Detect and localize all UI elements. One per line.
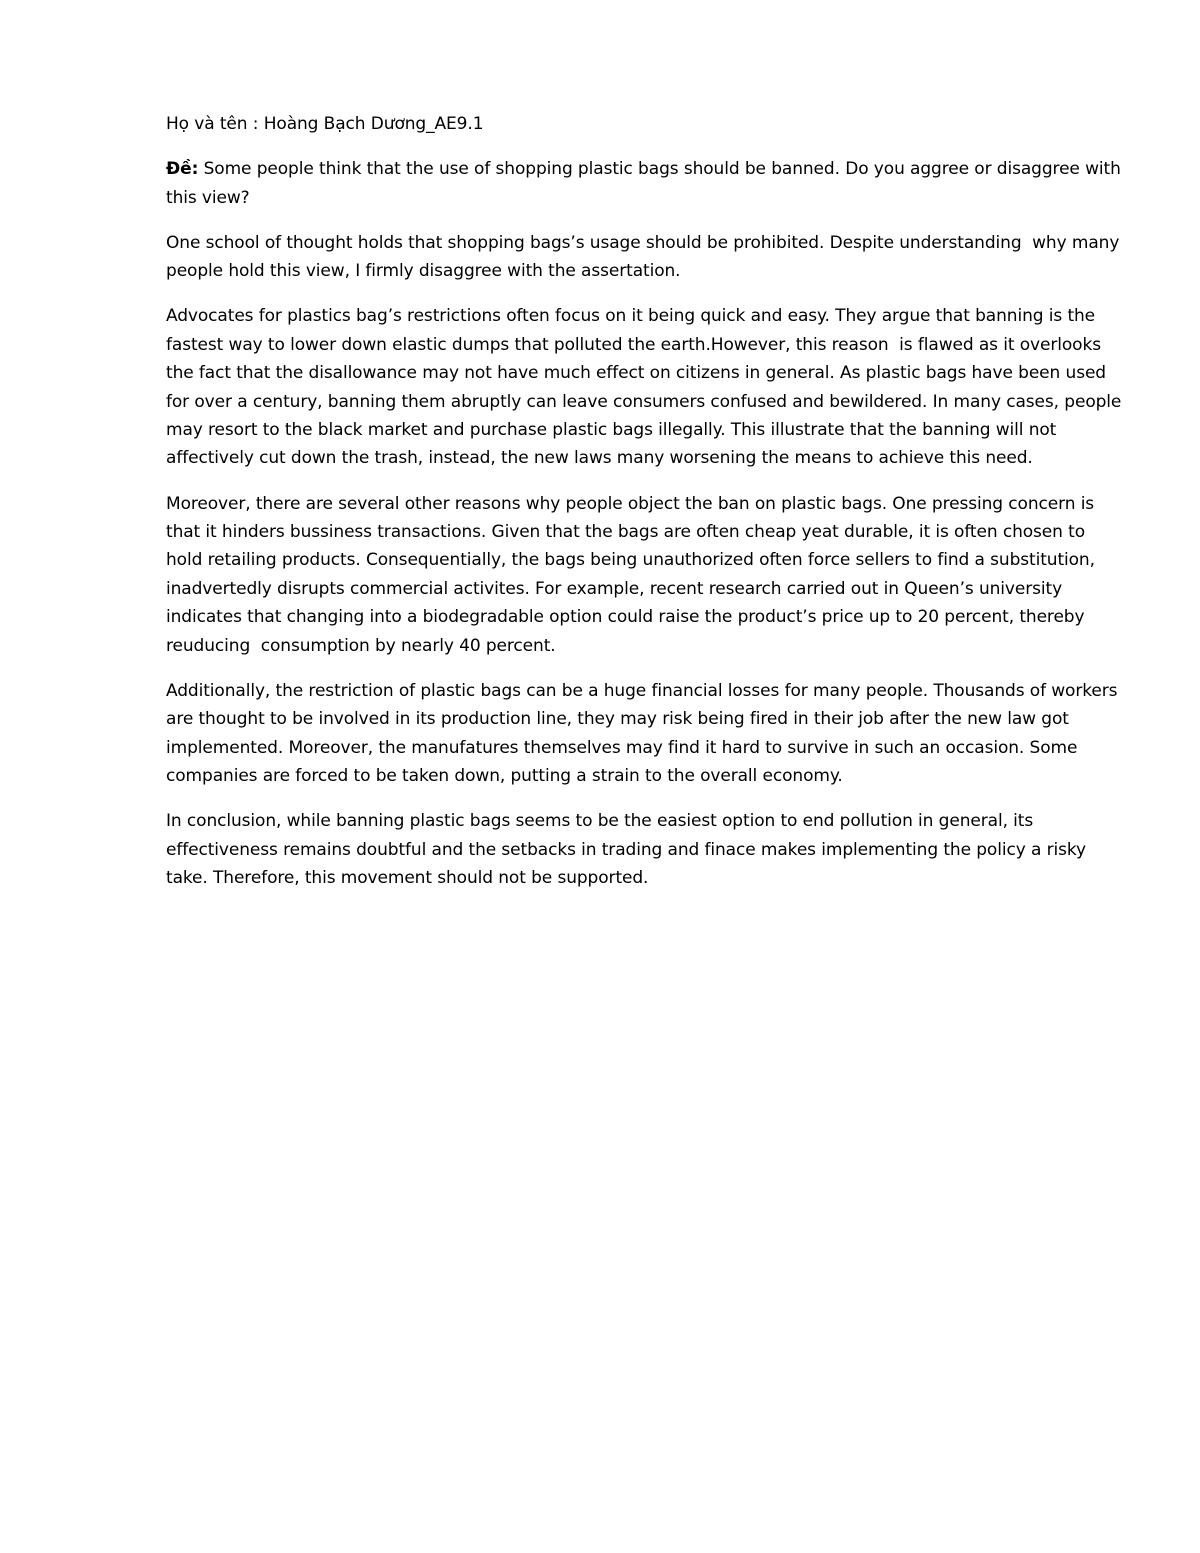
paragraph-introduction: One school of thought holds that shopping bags’s usage should be prohibited. Despite understanding why many people hold this view, I firmly disaggree with the assertation. <box>166 232 1125 282</box>
essay-prompt <box>166 155 1126 212</box>
paragraph-body-3: Additionally, the restriction of plastic bags can be a huge financial losses for many people. Thousands of workers are thought to be involved in its production line, they may risk being fired in their job after the new law got implemented. Moreover, the manufatures themselves may find it hard to survive in such an occasion. Some companies are forced to be taken down, putting a strain to the overall economy. <box>166 680 1123 787</box>
paragraph-body-2: Moreover, there are several other reasons why people object the ban on plastic bags. One pressing concern is that it hinders bussiness transactions. Given that the bags are often cheap yeat durable, it is often chosen to hold retailing products. Consequentially, the bags being unauthorized often force sellers to find a substitution, inadvertedly disrupts commercial activites. For example, recent research carried out in Queen’s university indicates that changing into a biodegradable option could raise the product’s price up to 20 percent, thereby reuducing consumption by nearly 40 percent. <box>166 493 1101 656</box>
prompt-label: Đề: <box>166 159 199 180</box>
student-name-line: Họ và tên : Hoàng Bạch Dương_AE9.1 <box>166 114 484 134</box>
paragraph-conclusion: In conclusion, while banning plastic bags seems to be the easiest option to end pollution in general, its effectiveness remains doubtful and the setbacks in trading and finace makes implementing the policy a risky take. Therefore, this movement should not be supported. <box>166 811 1092 889</box>
prompt-text: Some people think that the use of shopping plastic bags should be banned. Do you aggree or disaggree with this view? <box>166 159 1127 208</box>
document-body <box>166 110 1126 909</box>
paragraph-body-1: Advocates for plastics bag’s restrictions often focus on it being quick and easy. They argue that banning is the fastest way to lower down elastic dumps that polluted the earth.However, this reason is flawed as it overlooks the fact that the disallowance may not have much effect on citizens in general. As plastic bags have been used for over a century, banning them abruptly can leave consumers confused and bewildered. In many cases, people may resort to the black market and purchase plastic bags illegally. This illustrate that the banning will not affectively cut down the trash, instead, the new laws many worsening the means to achieve this need. <box>166 306 1127 469</box>
